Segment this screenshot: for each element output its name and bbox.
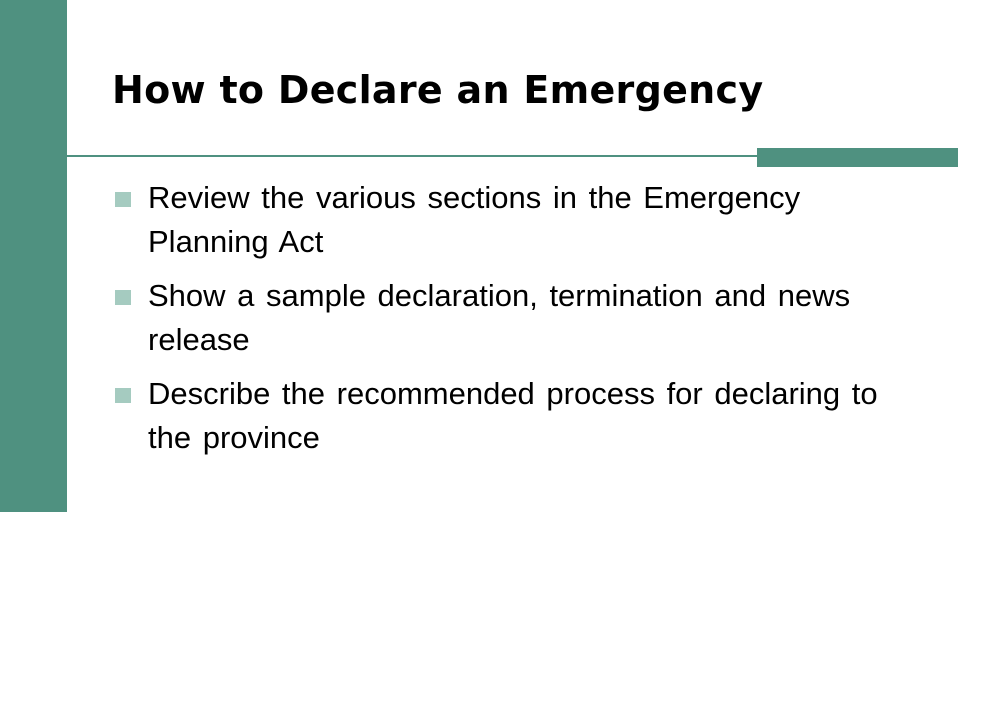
slide-title: How to Declare an Emergency — [112, 68, 764, 112]
title-divider-block — [757, 148, 958, 167]
bullet-text: Show a sample declaration, termination and news release — [148, 278, 851, 357]
bullet-list — [112, 176, 932, 470]
square-bullet-icon — [115, 192, 131, 207]
bullet-text: Review the various sections in the Emergency Planning Act — [148, 180, 801, 259]
bullet-item — [112, 372, 932, 460]
title-divider-line — [67, 155, 758, 157]
bullet-item — [112, 274, 932, 362]
left-accent-bar — [0, 0, 67, 512]
square-bullet-icon — [115, 388, 131, 403]
bullet-item — [112, 176, 932, 264]
bullet-text: Describe the recommended process for declaring to the province — [148, 376, 878, 455]
square-bullet-icon — [115, 290, 131, 305]
